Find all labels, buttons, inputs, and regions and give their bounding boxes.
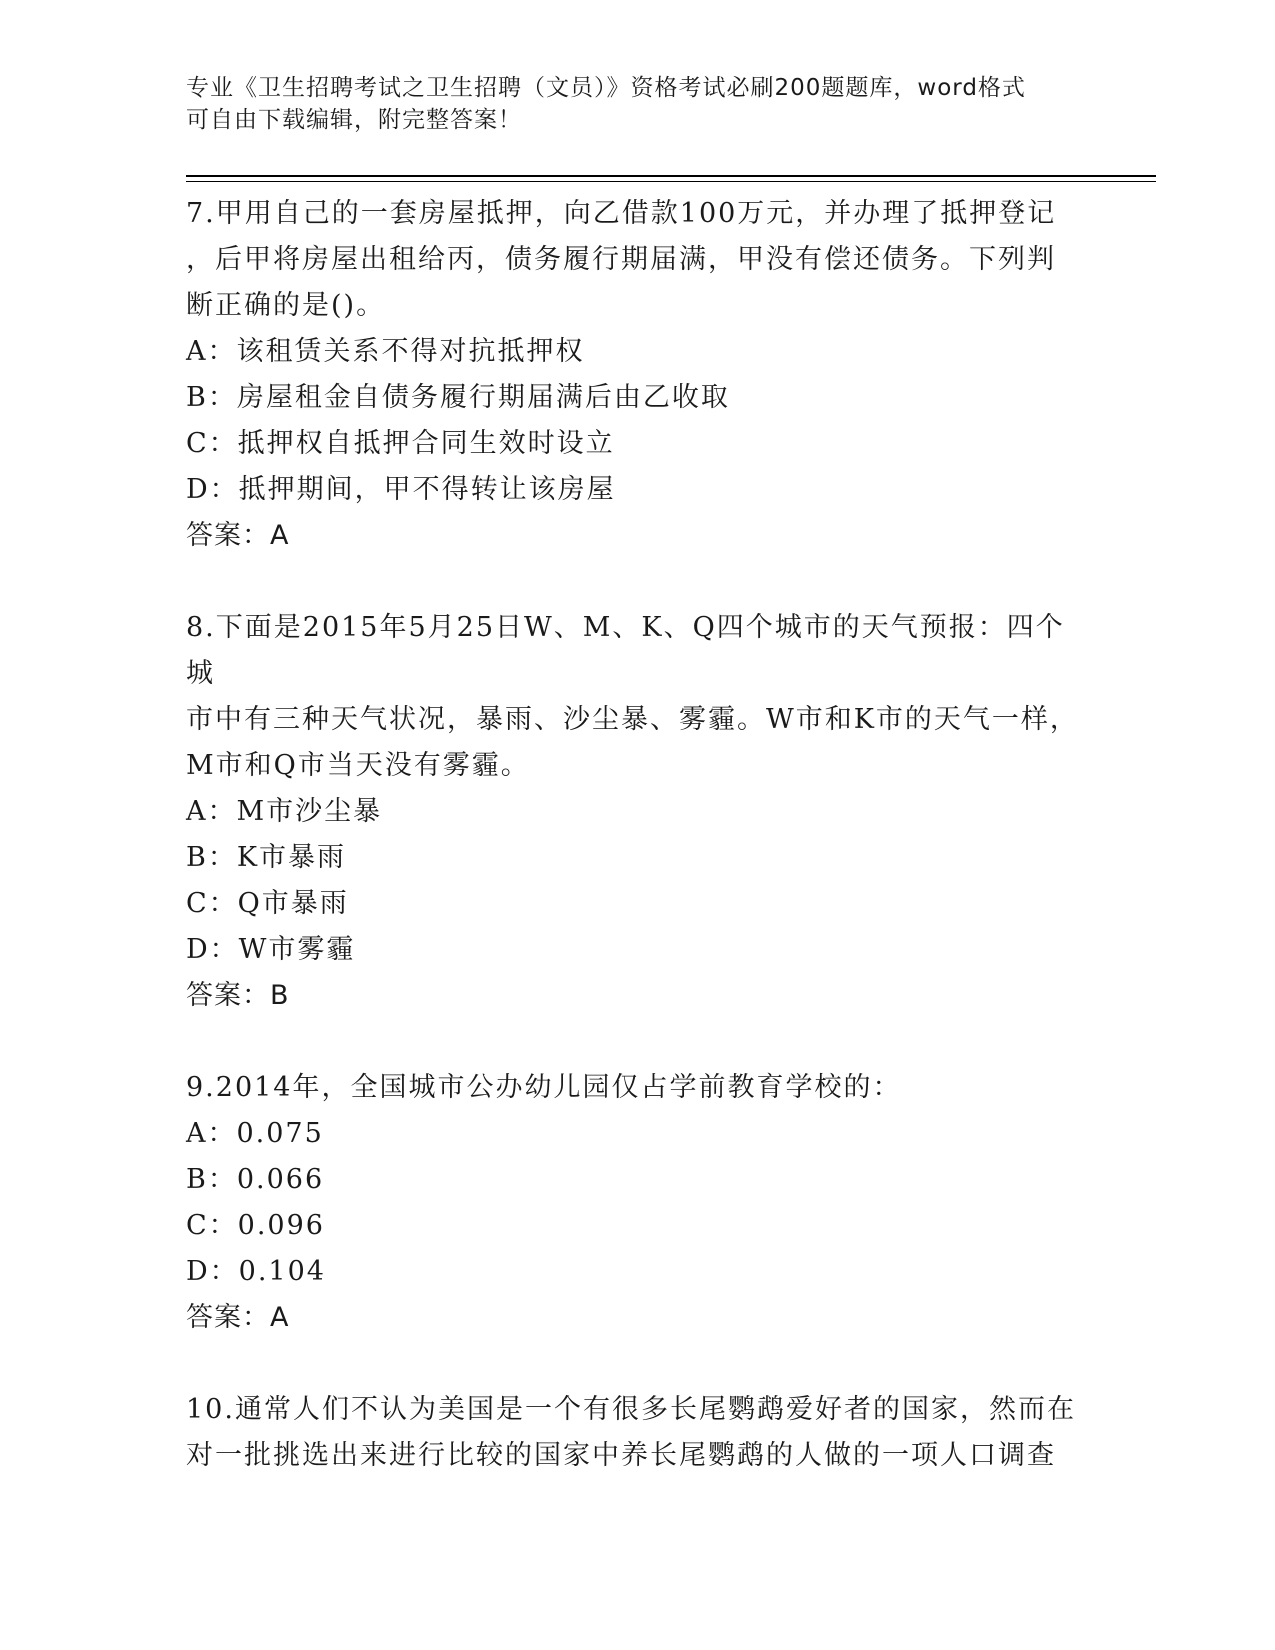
answer-line: 答案：B xyxy=(186,980,290,1011)
header-divider-thin xyxy=(186,181,1156,182)
option-a: A：M市沙尘暴 xyxy=(186,796,383,827)
question-list xyxy=(186,191,1086,1479)
document-header xyxy=(186,72,1066,136)
option-b: B：0.066 xyxy=(186,1164,325,1195)
question-stem-line: 市中有三种天气状况，暴雨、沙尘暴、雾霾。W市和K市的天气一样， xyxy=(186,704,1079,735)
question-stem-line: M市和Q市当天没有雾霾。 xyxy=(186,750,530,781)
question-stem-line: 7.甲用自己的一套房屋抵押，向乙借款100万元，并办理了抵押登记 xyxy=(186,198,1057,229)
header-line-2: 可自由下载编辑，附完整答案！ xyxy=(186,107,522,133)
header-line-1: 专业《卫生招聘考试之卫生招聘（文员）》资格考试必刷200题题库，word格式 xyxy=(186,75,1026,101)
spacer xyxy=(186,559,1086,605)
option-d: D：0.104 xyxy=(186,1256,326,1287)
option-a: A：0.075 xyxy=(186,1118,324,1149)
answer-line: 答案：A xyxy=(186,1302,290,1333)
question-9 xyxy=(186,1065,1086,1341)
spacer xyxy=(186,1341,1086,1387)
spacer xyxy=(186,1019,1086,1065)
option-b: B：房屋租金自债务履行期届满后由乙收取 xyxy=(186,382,730,413)
question-stem-line: 9.2014年，全国城市公办幼儿园仅占学前教育学校的： xyxy=(186,1072,902,1103)
option-c: C：Q市暴雨 xyxy=(186,888,349,919)
header-divider-thick xyxy=(186,175,1156,177)
option-d: D：抵押期间，甲不得转让该房屋 xyxy=(186,474,616,505)
option-c: C：抵押权自抵押合同生效时设立 xyxy=(186,428,615,459)
question-8 xyxy=(186,605,1086,1019)
question-stem-line: 对一批挑选出来进行比较的国家中养长尾鹦鹉的人做的一项人口调查 xyxy=(186,1440,1056,1471)
option-c: C：0.096 xyxy=(186,1210,325,1241)
option-a: A：该租赁关系不得对抗抵押权 xyxy=(186,336,585,367)
option-d: D：W市雾霾 xyxy=(186,934,356,965)
question-stem-line: ，后甲将房屋出租给丙，债务履行期届满，甲没有偿还债务。下列判 xyxy=(186,244,1056,275)
question-10 xyxy=(186,1387,1086,1479)
answer-line: 答案：A xyxy=(186,520,290,551)
question-stem-line: 8.下面是2015年5月25日W、M、K、Q四个城市的天气预报：四个城 xyxy=(186,612,1065,689)
option-b: B：K市暴雨 xyxy=(186,842,347,873)
question-7 xyxy=(186,191,1086,559)
question-stem-line: 10.通常人们不认为美国是一个有很多长尾鹦鹉爱好者的国家，然而在 xyxy=(186,1394,1076,1425)
question-stem-line: 断正确的是()。 xyxy=(186,290,386,321)
